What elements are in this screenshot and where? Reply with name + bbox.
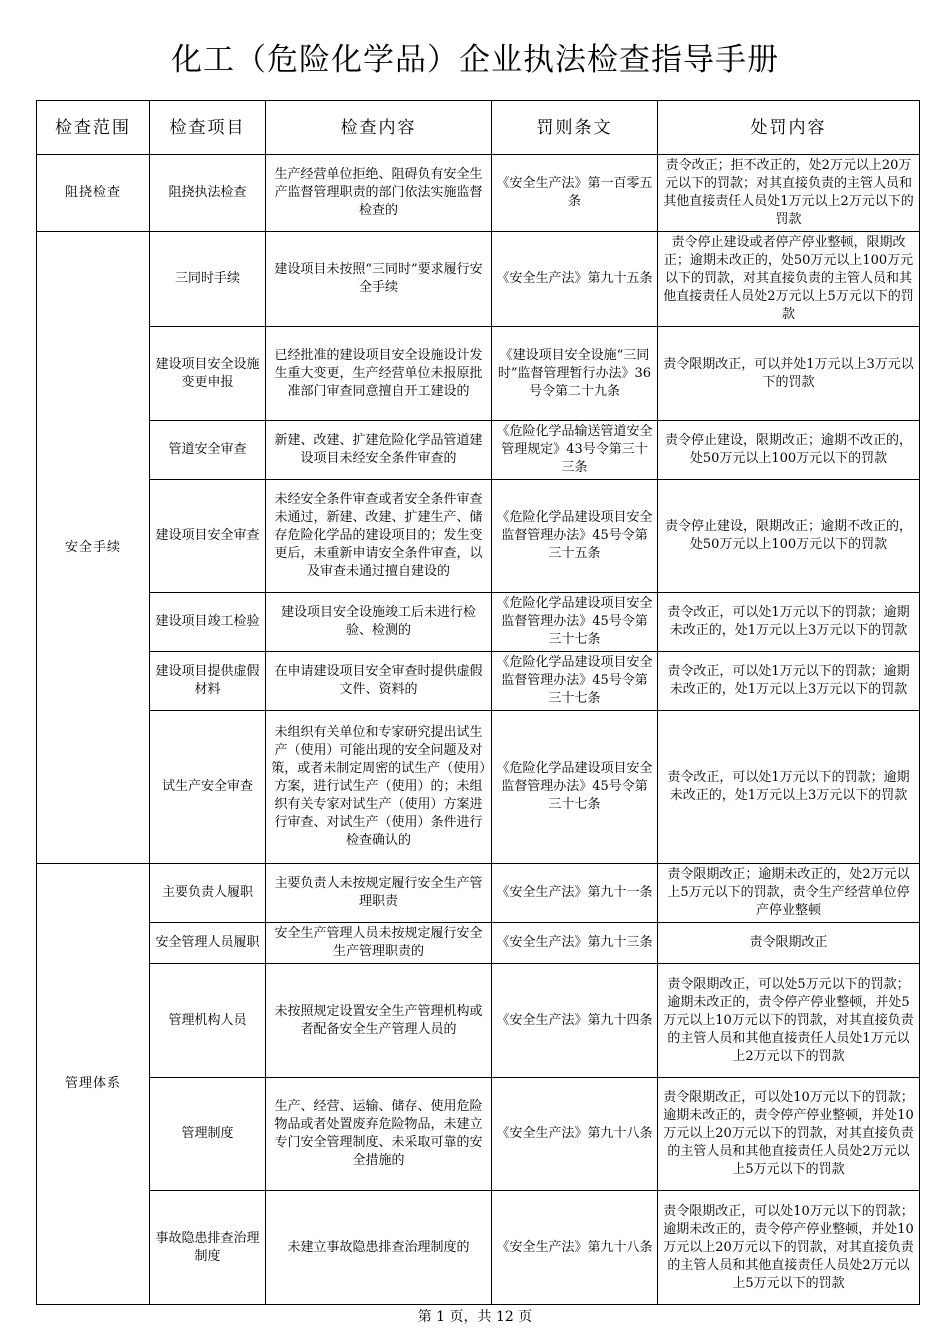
header-item: 检查项目: [150, 101, 266, 155]
content-cell: 未经安全条件审查或者安全条件审查未通过，新建、改建、扩建生产、储存危险化学品的建设项目的；发生变更后，未重新申请安全条件审查，以及审查未通过擅自建设的: [266, 480, 492, 593]
table-row: [37, 652, 920, 711]
content-cell: 未按照规定设置安全生产管理机构或者配备安全生产管理人员的: [266, 964, 492, 1078]
table-row: [37, 155, 920, 232]
penalty-cell: 责令改正，可以处1万元以下的罚款；逾期未改正的，处1万元以上3万元以下的罚款: [658, 711, 920, 864]
table-row: [37, 232, 920, 327]
scope-cell: 安全手续: [37, 232, 150, 864]
clause-cell: 《安全生产法》第九十八条: [492, 1191, 658, 1305]
content-cell: 生产、经营、运输、储存、使用危险物品或者处置废弃危险物品，未建立专门安全管理制度、未采取可靠的安全措施的: [266, 1078, 492, 1191]
table-row: [37, 327, 920, 421]
content-cell: 在申请建设项目安全审查时提供虚假文件、资料的: [266, 652, 492, 711]
content-cell: 安全生产管理人员未按规定履行安全生产管理职责的: [266, 923, 492, 964]
item-cell: 建设项目竣工检验: [150, 593, 266, 652]
clause-cell: 《建设项目安全设施“三同时”监督管理暂行办法》36号令第二十九条: [492, 327, 658, 421]
header-clause: 罚则条文: [492, 101, 658, 155]
table-row: [37, 1078, 920, 1191]
content-cell: 建设项目未按照“三同时”要求履行安全手续: [266, 232, 492, 327]
penalty-cell: 责令改正，可以处1万元以下的罚款；逾期未改正的，处1万元以上3万元以下的罚款: [658, 593, 920, 652]
penalty-cell: 责令限期改正，可以并处1万元以上3万元以下的罚款: [658, 327, 920, 421]
penalty-cell: 责令停止建设，限期改正；逾期不改正的，处50万元以上100万元以下的罚款: [658, 480, 920, 593]
item-cell: 三同时手续: [150, 232, 266, 327]
table-header-row: [37, 101, 920, 155]
item-cell: 建设项目安全审查: [150, 480, 266, 593]
item-cell: 管理制度: [150, 1078, 266, 1191]
clause-cell: 《危险化学品建设项目安全监督管理办法》45号令第三十七条: [492, 652, 658, 711]
header-penalty: 处罚内容: [658, 101, 920, 155]
content-cell: 新建、改建、扩建危险化学品管道建设项目未经安全条件审查的: [266, 421, 492, 480]
content-cell: 主要负责人未按规定履行安全生产管理职责: [266, 864, 492, 923]
item-cell: 主要负责人履职: [150, 864, 266, 923]
item-cell: 试生产安全审查: [150, 711, 266, 864]
content-cell: 已经批准的建设项目安全设施设计发生重大变更，生产经营单位未报原批准部门审查同意擅自开工建设的: [266, 327, 492, 421]
page-title: 化工（危险化学品）企业执法检查指导手册: [171, 42, 779, 78]
penalty-cell: 责令限期改正；逾期未改正的，处2万元以上5万元以下的罚款，责令生产经营单位停产停业整顿: [658, 864, 920, 923]
penalty-cell: 责令限期改正: [658, 923, 920, 964]
content-cell: 建设项目安全设施竣工后未进行检验、检测的: [266, 593, 492, 652]
table-row: [37, 923, 920, 964]
clause-cell: 《安全生产法》第一百零五条: [492, 155, 658, 232]
item-cell: 建设项目安全设施变更申报: [150, 327, 266, 421]
clause-cell: 《危险化学品建设项目安全监督管理办法》45号令第三十五条: [492, 480, 658, 593]
item-cell: 安全管理人员履职: [150, 923, 266, 964]
item-cell: 管理机构人员: [150, 964, 266, 1078]
item-cell: 事故隐患排查治理制度: [150, 1191, 266, 1305]
inspection-table: [36, 100, 920, 1305]
clause-cell: 《危险化学品建设项目安全监督管理办法》45号令第三十七条: [492, 711, 658, 864]
content-cell: 生产经营单位拒绝、阻碍负有安全生产监督管理职责的部门依法实施监督检查的: [266, 155, 492, 232]
content-cell: 未组织有关单位和专家研究提出试生产（使用）可能出现的安全问题及对策，或者未制定周密的试生产（使用）方案，进行试生产（使用）的；未组织有关专家对试生产（使用）方案进行审查、对试生产（使用）条件进行检查确认的: [266, 711, 492, 864]
table-row: [37, 480, 920, 593]
page-footer: 第 1 页，共 12 页: [417, 1309, 533, 1325]
header-content: 检查内容: [266, 101, 492, 155]
scope-cell: 阻挠检查: [37, 155, 150, 232]
table-row: [37, 864, 920, 923]
penalty-cell: 责令停止建设，限期改正；逾期不改正的，处50万元以上100万元以下的罚款: [658, 421, 920, 480]
scope-cell: 管理体系: [37, 864, 150, 1305]
table-row: [37, 593, 920, 652]
clause-cell: 《危险化学品输送管道安全管理规定》43号令第三十三条: [492, 421, 658, 480]
penalty-cell: 责令停止建设或者停产停业整顿，限期改正；逾期未改正的，处50万元以上100万元以下的罚款，对其直接负责的主管人员和其他直接责任人员处2万元以上5万元以下的罚款: [658, 232, 920, 327]
item-cell: 建设项目提供虚假材料: [150, 652, 266, 711]
table-row: [37, 711, 920, 864]
clause-cell: 《危险化学品建设项目安全监督管理办法》45号令第三十七条: [492, 593, 658, 652]
clause-cell: 《安全生产法》第九十四条: [492, 964, 658, 1078]
clause-cell: 《安全生产法》第九十八条: [492, 1078, 658, 1191]
table-row: [37, 1191, 920, 1305]
clause-cell: 《安全生产法》第九十五条: [492, 232, 658, 327]
penalty-cell: 责令改正；拒不改正的，处2万元以上20万元以下的罚款；对其直接负责的主管人员和其他直接责任人员处1万元以上2万元以下的罚款: [658, 155, 920, 232]
penalty-cell: 责令改正，可以处1万元以下的罚款；逾期未改正的，处1万元以上3万元以下的罚款: [658, 652, 920, 711]
table-row: [37, 964, 920, 1078]
penalty-cell: 责令限期改正，可以处10万元以下的罚款；逾期未改正的，责令停产停业整顿，并处10万元以上20万元以下的罚款，对其直接负责的主管人员和其他直接责任人员处2万元以上5万元以下的罚款: [658, 1191, 920, 1305]
item-cell: 阻挠执法检查: [150, 155, 266, 232]
clause-cell: 《安全生产法》第九十三条: [492, 923, 658, 964]
penalty-cell: 责令限期改正，可以处5万元以下的罚款；逾期未改正的，责令停产停业整顿，并处5万元以上10万元以下的罚款，对其直接负责的主管人员和其他直接责任人员处1万元以上2万元以下的罚款: [658, 964, 920, 1078]
item-cell: 管道安全审查: [150, 421, 266, 480]
penalty-cell: 责令限期改正，可以处10万元以下的罚款；逾期未改正的，责令停产停业整顿，并处10万元以上20万元以下的罚款，对其直接负责的主管人员和其他直接责任人员处2万元以上5万元以下的罚款: [658, 1078, 920, 1191]
table-row: [37, 421, 920, 480]
content-cell: 未建立事故隐患排查治理制度的: [266, 1191, 492, 1305]
clause-cell: 《安全生产法》第九十一条: [492, 864, 658, 923]
header-scope: 检查范围: [37, 101, 150, 155]
